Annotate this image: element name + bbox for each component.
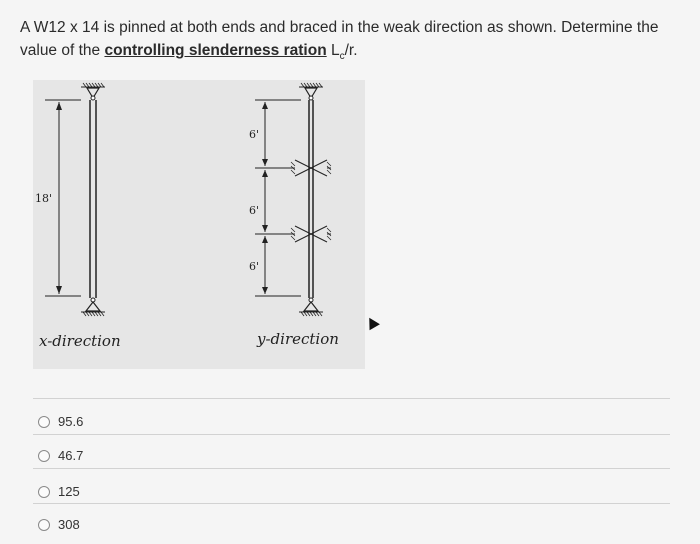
column-diagram <box>33 80 365 369</box>
radio-circle-icon[interactable] <box>38 416 50 428</box>
brace-lower <box>291 226 331 242</box>
radio-circle-icon[interactable] <box>38 486 50 498</box>
question-text <box>20 16 670 68</box>
option-label: 125 <box>58 484 80 499</box>
y-segment-label-bottom: 6' <box>249 260 260 273</box>
question-emphasis: controlling slenderness ration <box>104 42 327 59</box>
option-1[interactable] <box>38 414 83 429</box>
mouse-cursor-icon <box>364 315 380 331</box>
radio-circle-icon[interactable] <box>38 450 50 462</box>
option-4[interactable] <box>38 517 80 532</box>
y-direction-column <box>255 83 331 316</box>
y-segment-label-top: 6' <box>249 128 260 141</box>
option-2[interactable] <box>38 448 83 463</box>
x-direction-label: x-direction <box>39 332 121 350</box>
option-3[interactable] <box>38 484 80 499</box>
option-label: 46.7 <box>58 448 84 463</box>
option-divider <box>33 434 670 435</box>
column-figure <box>33 80 365 369</box>
options-top-divider <box>33 398 670 399</box>
x-direction-column <box>45 83 105 316</box>
question-symbol: L <box>326 42 340 59</box>
y-direction-label: y-direction <box>257 330 339 348</box>
option-divider <box>33 468 670 469</box>
y-segment-label-middle: 6' <box>249 204 260 217</box>
x-length-label: 18' <box>35 192 53 205</box>
radio-circle-icon[interactable] <box>38 519 50 531</box>
option-label: 95.6 <box>58 414 84 429</box>
question-intro: A W12 x 14 is pinned at both ends and braced in the weak direction as shown. Determine the value of the <box>20 19 659 59</box>
question-end: /r. <box>344 42 358 59</box>
brace-upper <box>291 160 331 176</box>
question-subscript: c <box>339 51 345 63</box>
option-divider <box>33 503 670 504</box>
option-label: 308 <box>58 517 80 532</box>
